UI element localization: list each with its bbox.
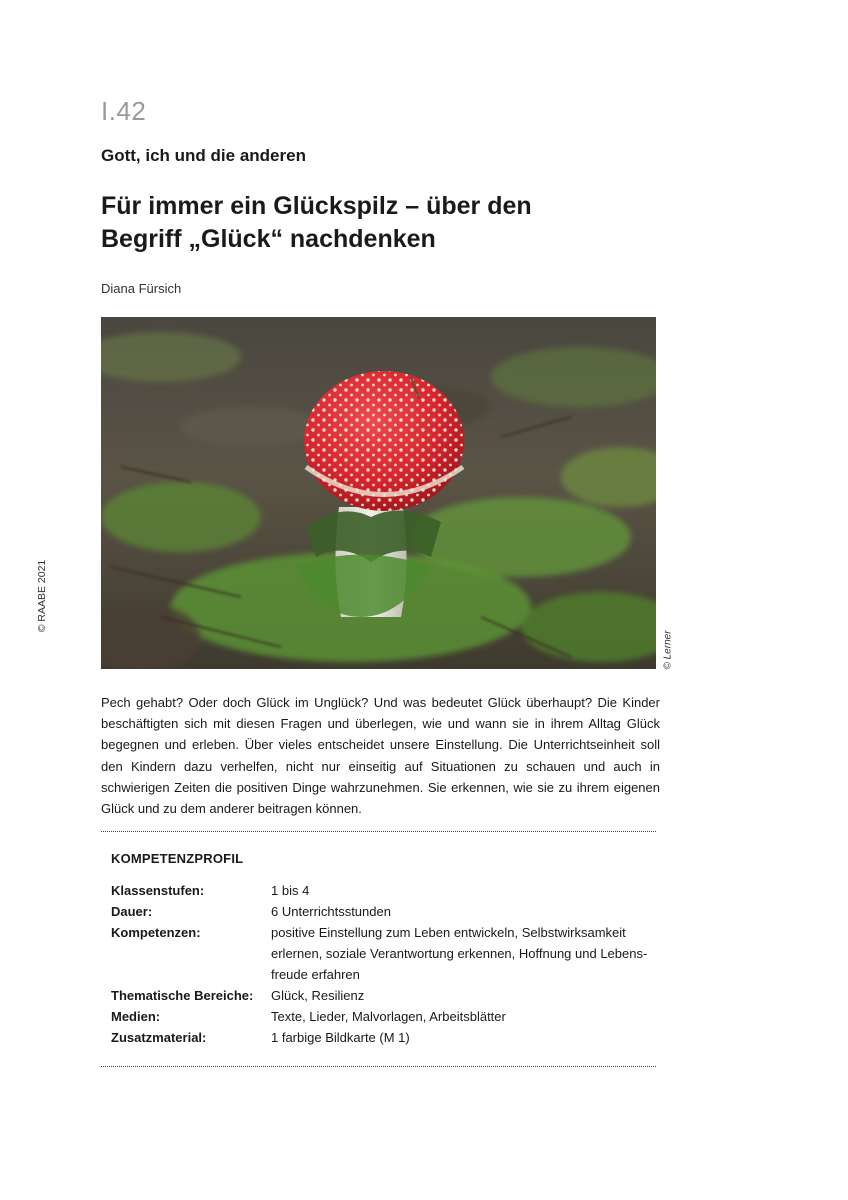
competence-value: 6 Unterrichtsstunden <box>271 904 391 919</box>
competence-value: Texte, Lieder, Malvorlagen, Arbeitsblätter <box>271 1009 506 1024</box>
competence-row-duration <box>111 901 656 922</box>
competence-row-extra-material <box>111 1027 656 1048</box>
competence-label: Klassenstufen: <box>111 883 205 898</box>
page-title-line-2: Begriff „Glück“ nachdenken <box>101 225 436 253</box>
dotted-divider-top <box>101 831 656 832</box>
competence-value: Glück, Resilienz <box>271 988 365 1003</box>
competence-label: Kompetenzen: <box>111 925 201 940</box>
competence-heading: KOMPETENZPROFIL <box>111 851 244 866</box>
competence-label: Medien: <box>111 1009 161 1024</box>
author-name: Diana Fürsich <box>101 281 182 296</box>
competence-row-topics <box>111 985 656 1006</box>
page-title-line-1: Für immer ein Glückspilz – über den <box>101 192 532 220</box>
intro-paragraph: Pech gehabt? Oder doch Glück im Unglück? Und was bedeutet Glück überhaupt? Die Kinder beschäftigten sich mit diesen Fragen und überlegen, wie und wann sie in ihrem Alltag Glück begegnen und erleben. Über vieles entscheidet unsere Einstellung. Die Unterrichtseinheit soll den Kindern dazu verhelfen, nicht nur einseitig auf Situationen zu schauen und auch in schwierigen Zeiten die positiven Dinge wahrzunehmen. Sie erkennen, wie sie zu ihrem eigenen Glück und zu dem anderer beitragen können. <box>101 695 660 817</box>
competence-label: Thematische Bereiche: <box>111 988 254 1003</box>
competence-value: 1 farbige Bildkarte (M 1) <box>271 1030 410 1045</box>
competence-value: positive Einstellung zum Leben entwickeln, Selbstwirksamkeit erlernen, soziale Verantwortung erkennen, Hoffnung und Lebensfreude erfahren <box>271 925 648 982</box>
competence-row-grades <box>111 880 656 901</box>
competence-label: Zusatzmaterial: <box>111 1030 207 1045</box>
competence-label: Dauer: <box>111 904 153 919</box>
competence-row-media <box>111 1006 656 1027</box>
competence-row-competencies <box>111 922 656 985</box>
page-title <box>101 190 701 256</box>
competence-table <box>111 880 656 1048</box>
photo-credit: © Lerner <box>662 630 674 670</box>
competence-value: 1 bis 4 <box>271 883 310 898</box>
side-copyright: © RAABE 2021 <box>36 559 48 633</box>
fly-agaric-mushroom-photo <box>101 317 656 669</box>
series-title: Gott, ich und die anderen <box>101 146 306 165</box>
dotted-divider-bottom <box>101 1066 656 1067</box>
section-code: I.42 <box>101 96 147 126</box>
